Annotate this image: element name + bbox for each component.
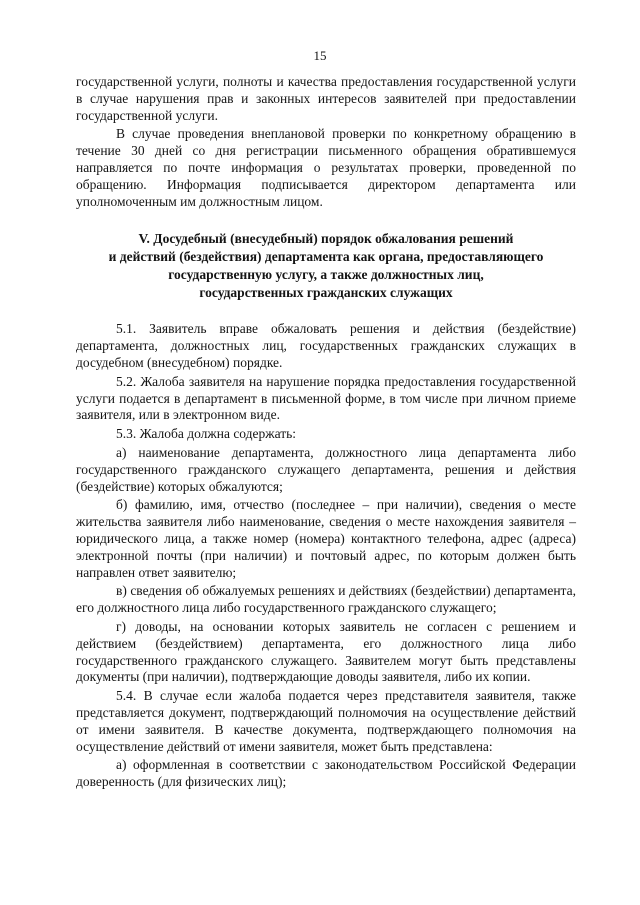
paragraph-5-3-v: в) сведения об обжалуемых решениях и действиях (бездействии) департамента, его должностного лица либо государственного гражданского служащего; [76,583,576,616]
section-heading-line-2: и действий (бездействия) департамента как органа, предоставляющего [108,249,544,265]
section-heading-line-3: государственную услугу, а также должностных лиц, [168,267,484,283]
section-heading-line-4: государственных гражданских служащих [199,285,453,301]
page-number: 15 [313,48,327,63]
paragraph-5-3: 5.3. Жалоба должна содержать: [116,426,297,442]
paragraph-5-4-a: а) оформленная в соответствии с законодательством Российской Федерации доверенность (для физических лиц); [76,757,576,790]
paragraph-5-2: 5.2. Жалоба заявителя на нарушение порядка предоставления государственной услуги подается в департамент в письменной форме, в том числе при личном приеме заявителя, или в электронном виде. [76,373,576,423]
paragraph-5-3-g: г) доводы, на основании которых заявитель не согласен с решением и действием (бездействием) департамента, его должностного лица либо государственного гражданского служащего. Заявителем могут быть представлены документы (при наличии), подтверждающие доводы заявителя, либо их копии. [76,618,576,685]
paragraph-unplanned-inspection: В случае проведения внеплановой проверки по конкретному обращению в течение 30 дней со дня регистрации письменного обращения обратившемуся направляется по почте информация о результатах проверки, проведенной по обращению. Информация подписывается директором департамента или уполномоченным им должностным лицом. [76,126,576,209]
paragraph-continuation: государственной услуги, полноты и качества предоставления государственной услуги в случае нарушения прав и законных интересов заявителей при предоставлении государственной услуги. [76,74,576,123]
paragraph-5-4: 5.4. В случае если жалоба подается через представителя заявителя, также представляется документ, подтверждающий полномочия на осуществление действий от имени заявителя. В качестве документа, подтверждающего полномочия на осуществление действий от имени заявителя, может быть представлена: [76,688,576,754]
paragraph-5-1: 5.1. Заявитель вправе обжаловать решения и действия (бездействие) департамента, должностных лиц, государственных гражданских служащих в досудебном (внесудебном) порядке. [76,321,576,370]
page-content [76,74,576,791]
paragraph-5-3-b: б) фамилию, имя, отчество (последнее – при наличии), сведения о месте жительства заявителя либо наименование, сведения о месте нахождения заявителя – юридического лица, а также номер (номера) контактного телефона, адрес (адреса) электронной почты (при наличии) и почтовый адрес, по которым должен быть направлен ответ заявителю; [76,497,576,580]
section-heading-line-1: V. Досудебный (внесудебный) порядок обжалования решений [138,231,514,247]
section-heading [76,230,576,302]
paragraph-5-3-a: а) наименование департамента, должностного лица департамента либо государственного гражданского служащего департамента, решения и действия (бездействие) которых обжалуются; [76,444,576,494]
